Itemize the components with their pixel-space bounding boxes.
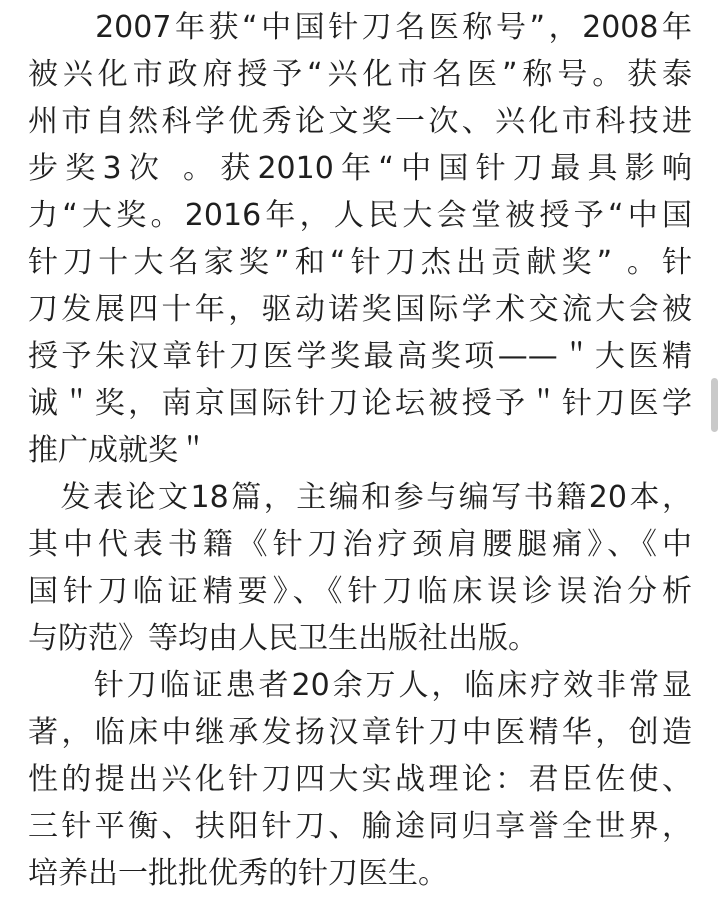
- text-line: 性的提出兴化针刀四大实战理论：君臣佐使、: [28, 762, 692, 797]
- text-line: 诚＂奖，南京国际针刀论坛被授予＂针刀医学: [28, 386, 692, 421]
- scrollbar-thumb[interactable]: [711, 378, 718, 432]
- text-line: 发表论文18篇，主编和参与编写书籍20本，: [28, 480, 692, 515]
- text-line: 被兴化市政府授予“兴化市名医”称号。获泰: [28, 57, 692, 92]
- text-line: 三针平衡、扶阳针刀、腧途同归享誉全世界，: [28, 809, 692, 844]
- paragraph-awards: [28, 4, 692, 474]
- text-line: 力“大奖。2016年，人民大会堂被授予“中国: [28, 198, 692, 233]
- paragraph-clinical: [28, 662, 692, 897]
- text-line: 推广成就奖＂: [28, 433, 208, 468]
- text-line: 授予朱汉章针刀医学奖最高奖项——＂大医精: [28, 339, 692, 374]
- text-line: 针刀十大名家奖”和“针刀杰出贡献奖” 。针: [28, 245, 692, 280]
- text-line: 国针刀临证精要》、《针刀临床误诊误治分析: [28, 574, 692, 609]
- text-line: 刀发展四十年，驱动诺奖国际学术交流大会被: [28, 292, 692, 327]
- text-line: 2007年获“中国针刀名医称号”，2008年: [28, 10, 692, 45]
- text-line: 培养出一批批优秀的针刀医生。: [28, 856, 448, 891]
- text-line: 步奖3次 。获2010年“中国针刀最具影响: [28, 151, 692, 186]
- paragraph-publications: [28, 474, 692, 662]
- text-line: 著，临床中继承发扬汉章针刀中医精华，创造: [28, 715, 692, 750]
- text-line: 其中代表书籍《针刀治疗颈肩腰腿痛》、《中: [28, 527, 692, 562]
- text-line: 与防范》等均由人民卫生出版社出版。: [28, 621, 538, 656]
- text-line: 州市自然科学优秀论文奖一次、兴化市科技进: [28, 104, 692, 139]
- article-body: [28, 4, 692, 897]
- text-line: 针刀临证患者20余万人，临床疗效非常显: [28, 668, 692, 703]
